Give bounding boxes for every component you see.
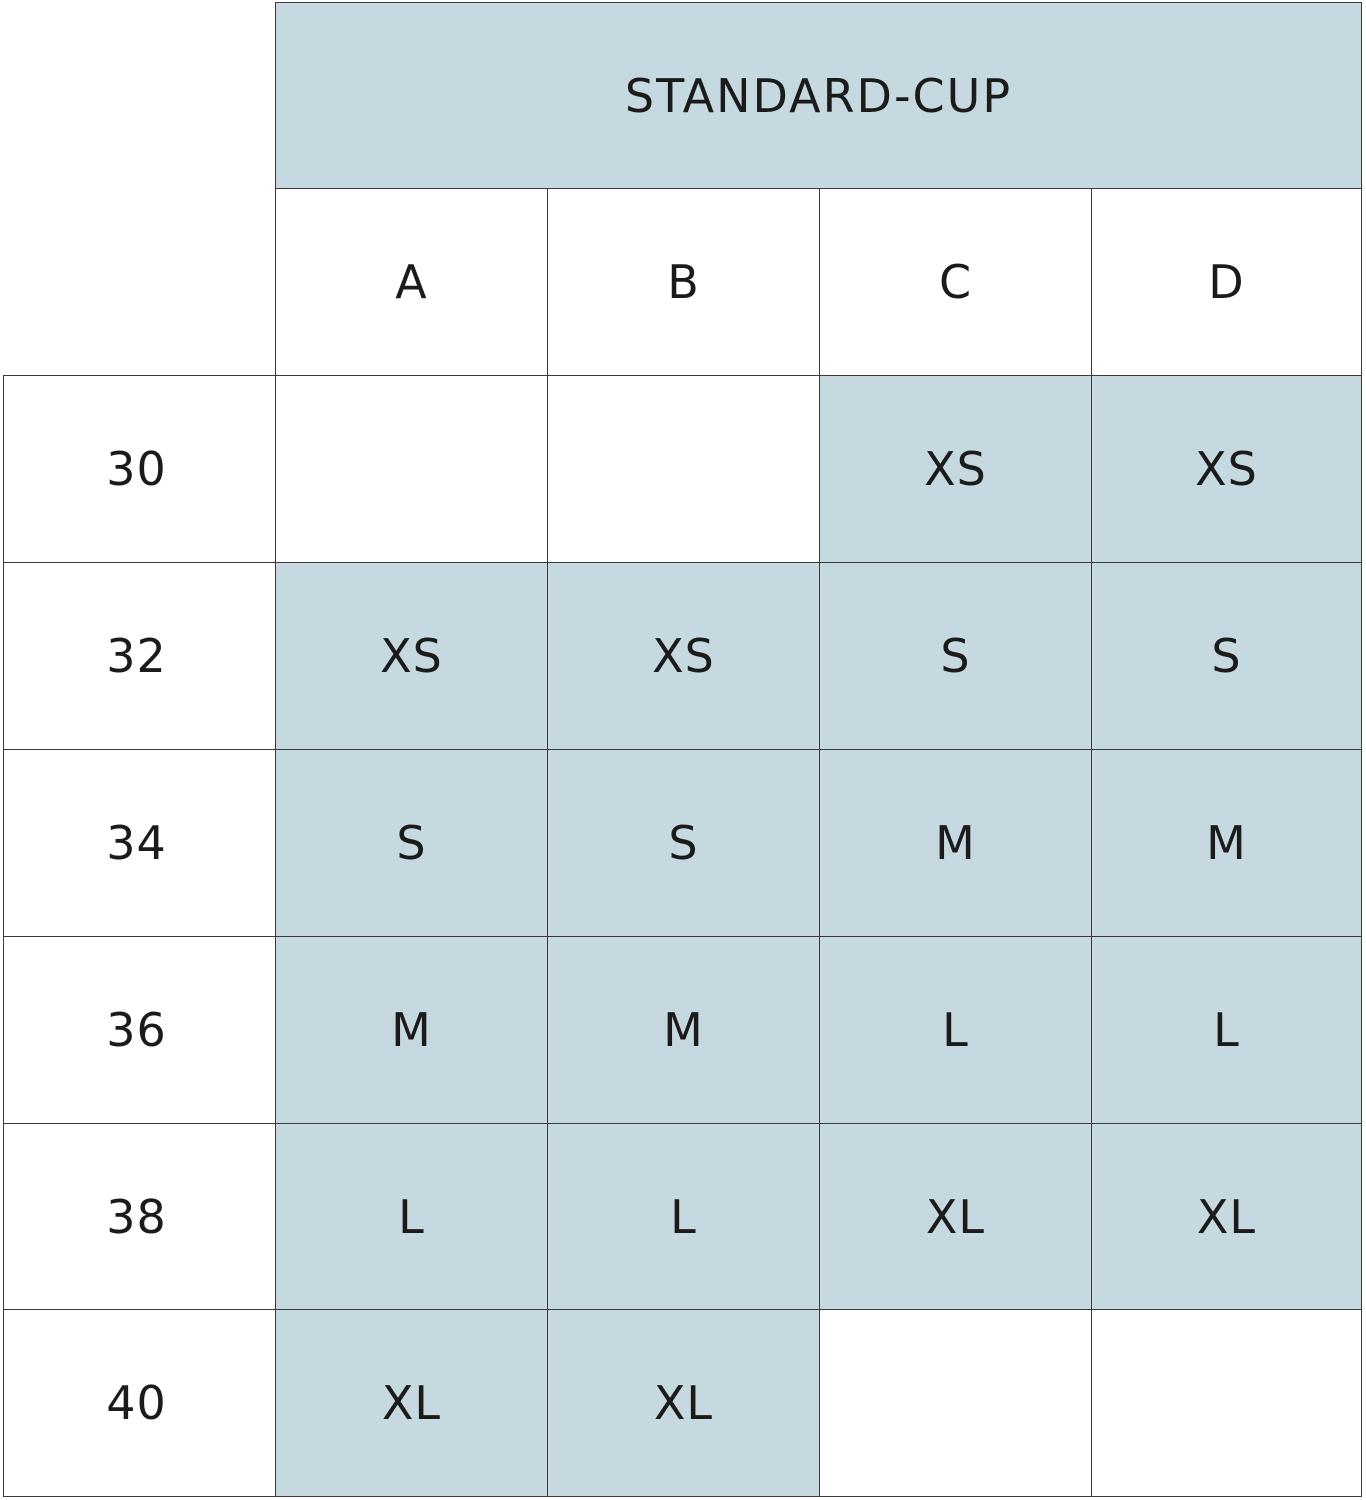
size-cell <box>547 749 820 937</box>
size-cell <box>1091 375 1362 563</box>
column-header-cup <box>1091 188 1362 376</box>
size-value: L <box>942 1003 969 1057</box>
row-header-band <box>3 1123 276 1310</box>
size-value: M <box>935 816 976 870</box>
table-title <box>275 2 1362 189</box>
size-value: XS <box>924 442 987 496</box>
row-header-band <box>3 375 276 563</box>
size-value: XL <box>381 1376 442 1430</box>
band-label: 36 <box>106 1003 167 1057</box>
size-value: M <box>1206 816 1247 870</box>
band-label: 32 <box>106 629 167 683</box>
size-cell-empty <box>819 1309 1092 1497</box>
size-cell <box>819 562 1092 750</box>
size-value: M <box>391 1003 432 1057</box>
size-value: XL <box>653 1376 714 1430</box>
column-header-cup <box>819 188 1092 376</box>
size-value: S <box>668 816 699 870</box>
size-value: L <box>1213 1003 1240 1057</box>
size-cell-empty <box>275 375 548 563</box>
size-value: S <box>940 629 971 683</box>
size-cell <box>547 1123 820 1310</box>
band-label: 30 <box>106 442 167 496</box>
row-header-band <box>3 936 276 1124</box>
column-header-cup <box>275 188 548 376</box>
size-value: XL <box>1196 1189 1257 1244</box>
table-title-text: STANDARD-CUP <box>624 68 1013 123</box>
size-value: L <box>670 1189 697 1244</box>
row-header-band <box>3 1309 276 1497</box>
column-header-cup <box>547 188 820 376</box>
size-cell <box>819 375 1092 563</box>
size-value: XS <box>380 629 443 683</box>
size-cell <box>547 1309 820 1497</box>
cup-label: A <box>395 255 428 309</box>
row-header-band <box>3 562 276 750</box>
size-value: XS <box>1195 442 1258 496</box>
size-value: S <box>396 816 427 870</box>
size-cell <box>819 1123 1092 1310</box>
band-label: 38 <box>106 1189 167 1244</box>
size-cell <box>275 749 548 937</box>
row-header-band <box>3 749 276 937</box>
size-cell <box>819 749 1092 937</box>
cup-label: D <box>1208 255 1245 309</box>
size-cell <box>275 562 548 750</box>
band-label: 34 <box>106 816 167 870</box>
size-cell <box>819 936 1092 1124</box>
size-cell-empty <box>547 375 820 563</box>
size-cell <box>1091 936 1362 1124</box>
size-cell <box>275 936 548 1124</box>
size-cell <box>1091 1123 1362 1310</box>
size-cell <box>547 562 820 750</box>
size-cell <box>275 1123 548 1310</box>
size-value: M <box>663 1003 704 1057</box>
size-cell-empty <box>1091 1309 1362 1497</box>
size-value: XL <box>925 1189 986 1244</box>
size-cell <box>275 1309 548 1497</box>
size-value: L <box>398 1189 425 1244</box>
cup-label: B <box>667 255 700 309</box>
size-cell <box>1091 562 1362 750</box>
cup-label: C <box>938 255 973 309</box>
band-label: 40 <box>106 1376 167 1430</box>
size-cell <box>1091 749 1362 937</box>
size-value: S <box>1211 629 1242 683</box>
size-value: XS <box>652 629 715 683</box>
size-cell <box>547 936 820 1124</box>
